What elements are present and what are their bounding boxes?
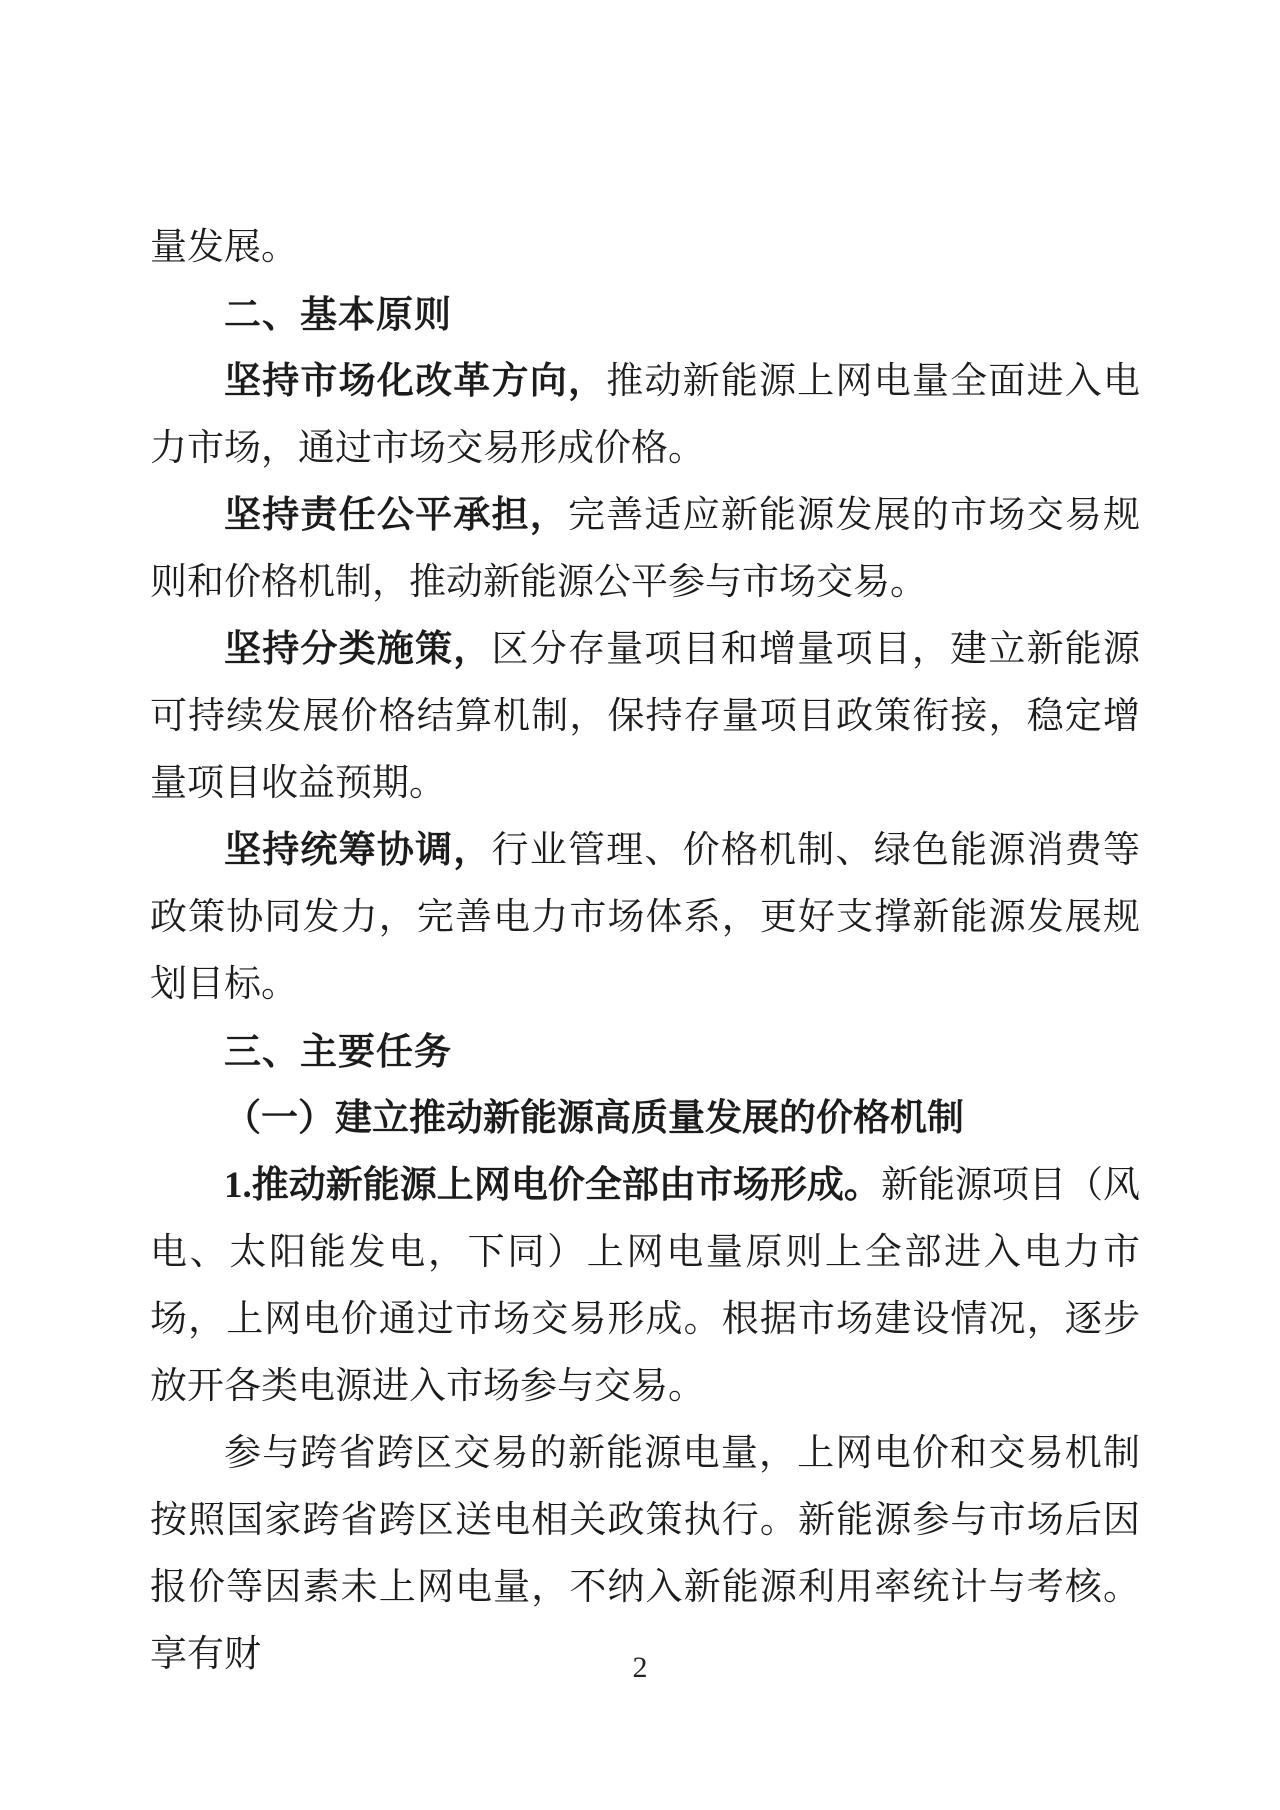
emphasis-run: 坚持责任公平承担， — [224, 495, 568, 536]
text-run: 完善适应新能源发展的市场交易规则和价格机制，推动新能源公平参与市场交易。 — [150, 495, 1141, 603]
task-1-market-formed-price — [150, 1152, 1140, 1420]
text-run: 行业管理、价格机制、绿色能源消费等政策协同发力，完善电力市场体系，更好支撑新能源发展规划目标。 — [150, 830, 1141, 1005]
principle-coordination — [150, 817, 1140, 1018]
emphasis-run: 1.推动新能源上网电价全部由市场形成。 — [224, 1165, 881, 1206]
section-heading-basic-principles — [150, 281, 1140, 348]
principle-market-reform — [150, 348, 1140, 482]
text-run: 参与跨省跨区交易的新能源电量，上网电价和交易机制按照国家跨省跨区送电相关政策执行。新能源参与市场后因报价等因素未上网电量，不纳入新能源利用率统计与考核。享有财 — [150, 1433, 1140, 1675]
text-run: 区分存量项目和增量项目，建立新能源可持续发展价格结算机制，保持存量项目政策衔接，稳定增量项目收益预期。 — [150, 629, 1141, 804]
emphasis-run: 二、基本原则 — [224, 294, 452, 335]
emphasis-run: 坚持市场化改革方向， — [224, 361, 607, 402]
document-body — [150, 214, 1140, 1688]
continuation-line — [150, 214, 1140, 281]
text-run: 新能源项目（风电、太阳能发电，下同）上网电量原则上全部进入电力市场，上网电价通过市场交易形成。根据市场建设情况，逐步放开各类电源进入市场参与交易。 — [150, 1165, 1140, 1407]
subsection-heading-price-mechanism — [150, 1085, 1140, 1152]
section-heading-main-tasks — [150, 1018, 1140, 1085]
principle-classified-policies — [150, 616, 1140, 817]
emphasis-run: 坚持分类施策， — [224, 629, 492, 670]
emphasis-run: 坚持统筹协调， — [224, 830, 492, 871]
text-run: 推动新能源上网电量全面进入电力市场，通过市场交易形成价格。 — [150, 361, 1141, 469]
emphasis-run: （一）建立推动新能源高质量发展的价格机制 — [224, 1098, 964, 1139]
page-number: 2 — [632, 1651, 648, 1684]
text-run: 量发展。 — [150, 227, 298, 268]
emphasis-run: 三、主要任务 — [224, 1031, 452, 1072]
principle-fair-responsibility — [150, 482, 1140, 616]
